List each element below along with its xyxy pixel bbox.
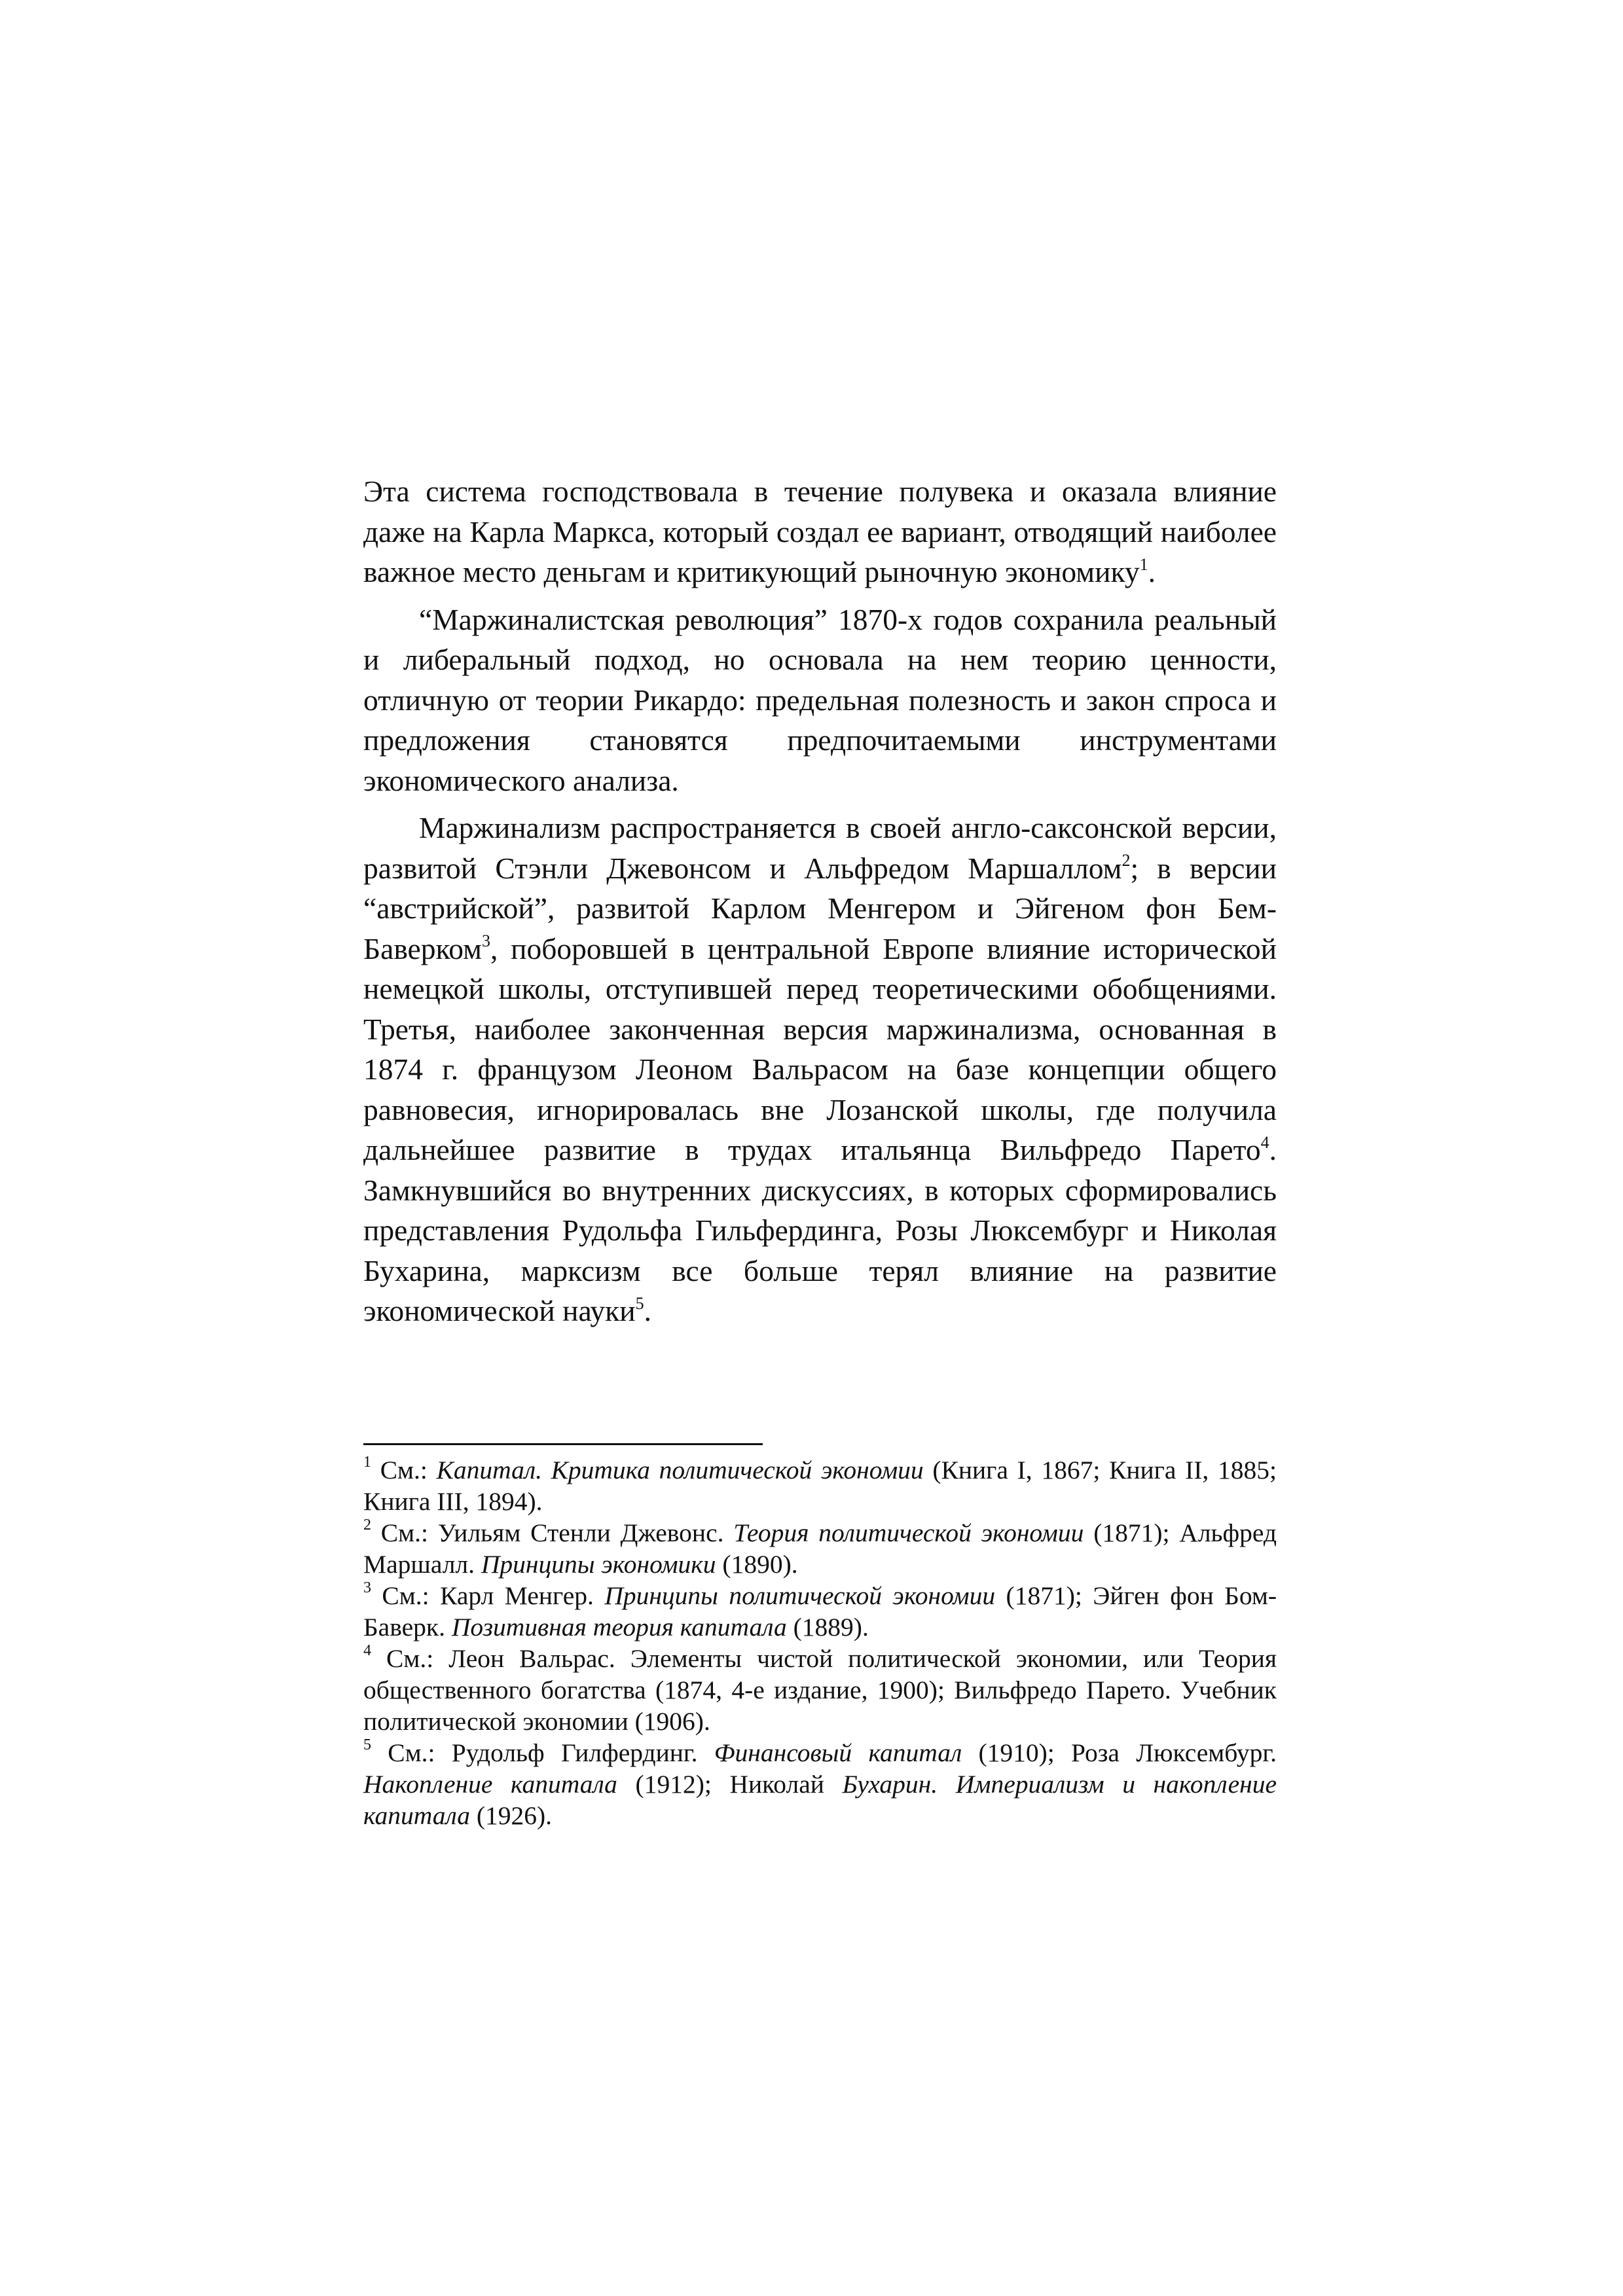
footnote-ref-3: 3 [481,931,490,951]
footnote-number: 3 [363,1579,371,1596]
footnotes [363,1454,1277,1831]
footnote-3 [363,1580,1277,1643]
footnote-text: (1871); Эйген фон Бом-Баверк. [363,1581,1277,1641]
footnote-1 [363,1454,1277,1517]
footnote-title: Принципы экономики [481,1550,716,1579]
paragraph-3-text-d: . Замкнувшийся во внутренних дискуссиях, в которых сформировались представления Рудольфа Гильфердинга, Розы Люксембург и Николая Бухарина, марксизм все больше терял влияние на развитие экономической науки [363,1133,1277,1327]
paragraph-1-text: Эта система господствовала в течение полувека и оказала влияние даже на Карла Маркса, который создал ее вариант, отводящий наиболее важное место деньгам и критикующий рыночную экономику [363,475,1277,588]
footnote-text: См.: Рудольф Гилфердинг. [371,1738,714,1767]
paragraph-2-text: “Маржиналистская революция” 1870-х годов сохранила реальный и либеральный подход, но основала на нем теорию ценности, отличную от теории Рикардо: предельная полезность и закон спроса и предложения становятся предпочитаемыми инструментами экономического анализа. [363,602,1277,797]
footnote-text: (1926). [469,1801,553,1830]
footnote-2 [363,1517,1277,1580]
paragraph-3 [363,808,1277,1331]
footnote-number: 1 [363,1453,371,1471]
main-text [363,471,1277,1331]
footnote-title: Бухарин. Империализм и накопление капитала [363,1770,1277,1830]
footnote-ref-4: 4 [1260,1132,1269,1152]
footnote-title: Теория политической экономии [733,1518,1084,1547]
footnote-number: 4 [363,1641,371,1659]
footnote-ref-1: 1 [1139,554,1148,574]
footnote-4 [363,1643,1277,1737]
footnote-title: Принципы политической экономии [604,1581,996,1610]
paragraph-3-text-c: , поборовшей в центральной Европе влияние исторической немецкой школы, отступившей перед теоретическими обобщениями. Третья, наиболее законченная версия маржинализма, основанная в 1874 г. французом Леоном Вальрасом на базе концепции общего равновесия, игнорировалась вне Лозанской школы, где получила дальнейшее развитие в трудах итальянца Вильфредо Парето [363,931,1277,1166]
paragraph-2 [363,600,1277,801]
footnote-5 [363,1737,1277,1831]
footnote-text: (1889). [786,1613,869,1641]
footnote-text: (1871); Альфред Маршалл. [363,1518,1277,1579]
footnote-ref-2: 2 [1122,851,1131,870]
footnote-title: Финансовый капитал [714,1738,962,1767]
footnote-separator [363,1443,763,1445]
footnote-title: Накопление капитала [363,1770,617,1799]
paragraph-1-end: . [1148,555,1156,588]
footnote-text: (1912); Николай [617,1770,843,1799]
paragraph-3-text-b: ; в версии “австрийской”, развитой Карлом Менгером и Эйгеном фон Бем-Баверком [363,851,1277,965]
footnote-title: Позитивная теория капитала [451,1613,787,1641]
body-text [363,471,1277,1331]
footnote-text: (1910); Роза Люксембург. [962,1738,1277,1767]
footnote-title: Капитал. Критика политической экономии [436,1456,924,1484]
paragraph-3-text-e: . [644,1294,651,1327]
footnote-text: (Книга I, 1867; Книга II, 1885; Книга III, 1894). [363,1456,1277,1516]
footnote-text: (1890). [716,1550,798,1579]
paragraph-3-text-a: Маржинализм распространяется в своей англо-саксонской версии, развитой Стэнли Джевонсом и Альфредом Маршаллом [363,811,1277,885]
footnote-text: См.: [371,1456,437,1484]
footnote-ref-5: 5 [635,1293,644,1313]
footnote-number: 2 [363,1516,371,1534]
footnote-number: 5 [363,1736,371,1753]
footnote-text: См.: Леон Вальрас. Элементы чистой политической экономии, или Теория общественного богатства (1874, 4-е издание, 1900); Вильфредо Парето. Учебник политической экономии (1906). [363,1644,1277,1736]
paragraph-1 [363,471,1277,592]
footnote-text: См.: Уильям Стенли Джевонс. [371,1518,734,1547]
footnote-text: См.: Карл Менгер. [371,1581,605,1610]
